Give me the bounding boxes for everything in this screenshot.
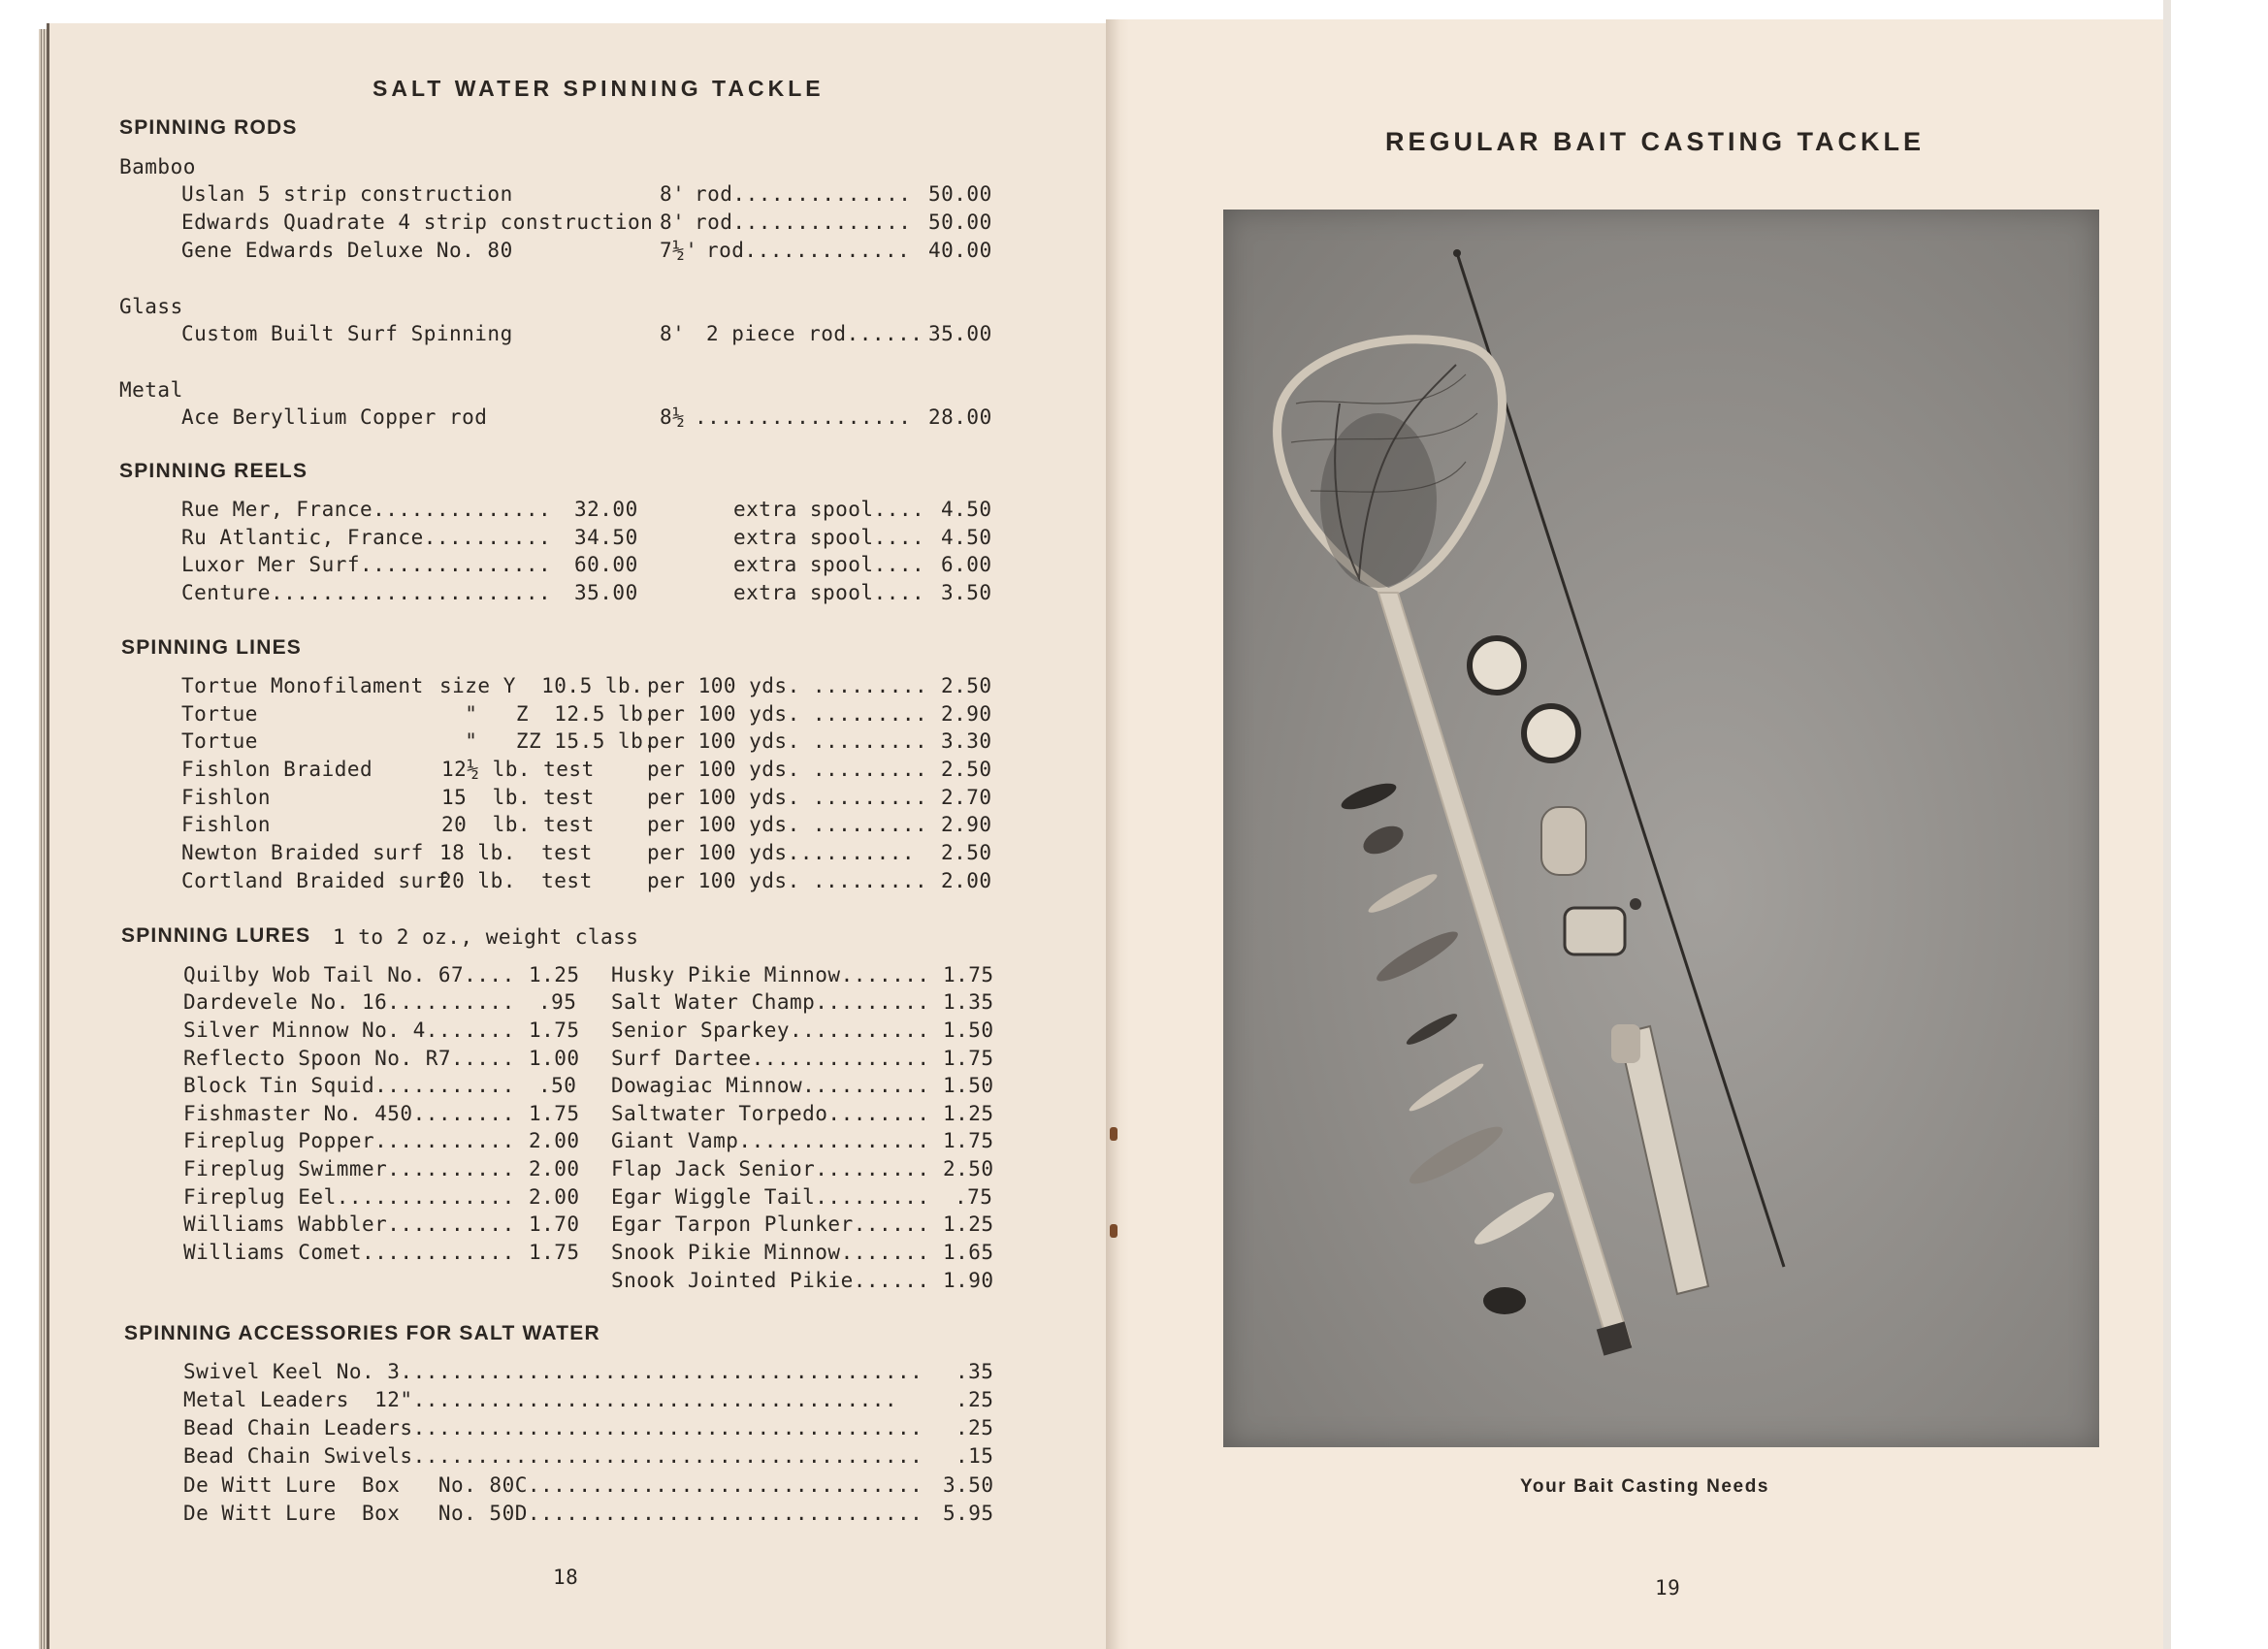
lure-name: Flap Jack Senior......... bbox=[611, 1157, 930, 1180]
rod-size: 8' bbox=[660, 322, 686, 345]
lure-name: Quilby Wob Tail No. 67.... bbox=[183, 963, 515, 986]
line-spec: 18 lb. test bbox=[439, 841, 593, 864]
photo-caption: Your Bait Casting Needs bbox=[1520, 1476, 1770, 1497]
rod-price: 40.00 bbox=[928, 239, 992, 262]
lure-price: 2.00 bbox=[529, 1185, 580, 1209]
lure-price: 1.75 bbox=[529, 1102, 580, 1125]
lure bbox=[1407, 1059, 1487, 1116]
rod-name: Gene Edwards Deluxe No. 80 bbox=[181, 239, 513, 262]
accessory-name: Metal Leaders 12"...................................... bbox=[183, 1388, 898, 1411]
line-name: Tortue Monofilament bbox=[181, 674, 424, 697]
right-page-title: REGULAR BAIT CASTING TACKLE bbox=[1385, 127, 1925, 156]
lure bbox=[1365, 869, 1440, 918]
lure-name: Fireplug Popper........... bbox=[183, 1129, 515, 1152]
lure-name: Fireplug Swimmer.......... bbox=[183, 1157, 515, 1180]
rod-price: 35.00 bbox=[928, 322, 992, 345]
rod-name: Edwards Quadrate 4 strip construction bbox=[181, 210, 654, 234]
lure bbox=[1404, 1010, 1460, 1049]
reel-name: Centure...................... bbox=[181, 581, 552, 604]
lure-name: Fireplug Eel.............. bbox=[183, 1185, 515, 1209]
lure-name: Reflecto Spoon No. R7..... bbox=[183, 1047, 515, 1070]
lures-heading: SPINNING LURES bbox=[121, 924, 311, 947]
rod-handle bbox=[1619, 1026, 1708, 1294]
line-per: per 100 yds. ......... bbox=[647, 674, 928, 697]
rods-group-metal: Metal bbox=[119, 378, 183, 402]
lure-name: Saltwater Torpedo........ bbox=[611, 1102, 930, 1125]
lure bbox=[1470, 1185, 1559, 1251]
rod-tip bbox=[1453, 249, 1461, 257]
lure-price: 1.65 bbox=[943, 1241, 994, 1264]
line-name: Tortue bbox=[181, 702, 258, 726]
rod-desc: rod.............. bbox=[695, 210, 912, 234]
lure-price: 1.25 bbox=[943, 1102, 994, 1125]
accessory-name: De Witt Lure Box No. 80C............................... bbox=[183, 1473, 923, 1497]
line-per: per 100 yds. ......... bbox=[647, 813, 928, 836]
lure-price: 1.50 bbox=[943, 1074, 994, 1097]
accessory-price: .35 bbox=[956, 1360, 994, 1383]
line-per: per 100 yds.......... bbox=[647, 841, 916, 864]
line-per: per 100 yds. ......... bbox=[647, 729, 928, 753]
reel-extra-price: 3.50 bbox=[941, 581, 992, 604]
accessory-name: De Witt Lure Box No. 50D............................... bbox=[183, 1502, 923, 1525]
line-name: Fishlon bbox=[181, 786, 272, 809]
lure-price: 1.25 bbox=[943, 1212, 994, 1236]
rod-desc: ................. bbox=[695, 405, 912, 429]
casting-reel bbox=[1565, 908, 1625, 954]
accessory-price: 5.95 bbox=[943, 1502, 994, 1525]
lure-name: Dowagiac Minnow.......... bbox=[611, 1074, 930, 1097]
lure bbox=[1404, 1118, 1507, 1192]
lure-price: 1.75 bbox=[943, 1129, 994, 1152]
reel-price: 60.00 bbox=[574, 553, 638, 576]
line-name: Cortland Braided surf bbox=[181, 869, 450, 892]
rod-price: 50.00 bbox=[928, 182, 992, 206]
lure-name: Senior Sparkey........... bbox=[611, 1018, 930, 1042]
line-price: 2.50 bbox=[941, 841, 992, 864]
lure-name: Egar Tarpon Plunker...... bbox=[611, 1212, 930, 1236]
reel-name: Rue Mer, France.............. bbox=[181, 498, 552, 521]
accessory-name: Bead Chain Swivels........................................ bbox=[183, 1444, 923, 1468]
line-spec: 15 lb. test bbox=[441, 786, 595, 809]
rod-size: 7½' bbox=[660, 239, 698, 262]
line-name: Fishlon bbox=[181, 813, 272, 836]
reel-extra: extra spool.... bbox=[733, 498, 925, 521]
lure-name: Surf Dartee.............. bbox=[611, 1047, 930, 1070]
lure bbox=[1372, 924, 1462, 987]
rod-price: 28.00 bbox=[928, 405, 992, 429]
lure-price: 1.90 bbox=[943, 1269, 994, 1292]
line-price: 2.50 bbox=[941, 758, 992, 781]
reel-name: Luxor Mer Surf............... bbox=[181, 553, 552, 576]
lure-price: .75 bbox=[955, 1185, 993, 1209]
lure-price: 1.75 bbox=[529, 1018, 580, 1042]
reel-extra: extra spool.... bbox=[733, 553, 925, 576]
line-spec: " Z 12.5 lb. bbox=[439, 702, 657, 726]
accessory-price: .25 bbox=[956, 1416, 994, 1439]
reel-extra: extra spool.... bbox=[733, 526, 925, 549]
line-price: 2.50 bbox=[941, 674, 992, 697]
lure-name: Williams Comet............ bbox=[183, 1241, 515, 1264]
lure-name: Salt Water Champ......... bbox=[611, 990, 930, 1014]
lure-name: Giant Vamp............... bbox=[611, 1129, 930, 1152]
lure bbox=[1359, 821, 1408, 859]
lure-price: 2.00 bbox=[529, 1129, 580, 1152]
page-number-right: 19 bbox=[1655, 1576, 1681, 1600]
accessory-price: 3.50 bbox=[943, 1473, 994, 1497]
lure-name: Snook Jointed Pikie...... bbox=[611, 1269, 930, 1292]
net-mesh bbox=[1320, 413, 1437, 588]
rods-group-bamboo: Bamboo bbox=[119, 155, 196, 178]
rod-name: Uslan 5 strip construction bbox=[181, 182, 513, 206]
lure-price: 1.70 bbox=[529, 1212, 580, 1236]
accessory-price: .25 bbox=[956, 1388, 994, 1411]
staple-top bbox=[1110, 1127, 1118, 1141]
rod-name: Custom Built Surf Spinning bbox=[181, 322, 513, 345]
rod-size: 8' bbox=[660, 210, 686, 234]
scan-edge bbox=[2163, 0, 2171, 1649]
line-price: 2.90 bbox=[941, 813, 992, 836]
line-per: per 100 yds. ......... bbox=[647, 786, 928, 809]
rod-size: 8½ bbox=[660, 405, 686, 429]
lure-price: 1.50 bbox=[943, 1018, 994, 1042]
reel-name: Ru Atlantic, France.......... bbox=[181, 526, 552, 549]
rod-desc: 2 piece rod...... bbox=[706, 322, 923, 345]
tackle-photo bbox=[1223, 210, 2099, 1447]
lure-price: 1.75 bbox=[943, 963, 994, 986]
lure-price: 2.00 bbox=[529, 1157, 580, 1180]
page-number-left: 18 bbox=[553, 1566, 579, 1589]
lure-price: 1.75 bbox=[529, 1241, 580, 1264]
line-per: per 100 yds. ......... bbox=[647, 869, 928, 892]
rod-desc: rod............. bbox=[706, 239, 911, 262]
lure-name: Husky Pikie Minnow....... bbox=[611, 963, 930, 986]
reel-price: 34.50 bbox=[574, 526, 638, 549]
lure-name: Block Tin Squid........... bbox=[183, 1074, 515, 1097]
reel-extra-price: 4.50 bbox=[941, 526, 992, 549]
lures-subheading: 1 to 2 oz., weight class bbox=[333, 925, 639, 949]
lure-price: 1.35 bbox=[943, 990, 994, 1014]
rods-group-glass: Glass bbox=[119, 295, 183, 318]
lure-price: 1.00 bbox=[529, 1047, 580, 1070]
lure-price: .95 bbox=[538, 990, 577, 1014]
left-page-title: SALT WATER SPINNING TACKLE bbox=[373, 76, 825, 101]
lure-price: 1.75 bbox=[943, 1047, 994, 1070]
line-name: Tortue bbox=[181, 729, 258, 753]
rods-heading: SPINNING RODS bbox=[119, 116, 298, 139]
line-per: per 100 yds. ......... bbox=[647, 758, 928, 781]
reel-extra: extra spool.... bbox=[733, 581, 925, 604]
accessories-heading: SPINNING ACCESSORIES FOR SALT WATER bbox=[124, 1322, 600, 1344]
accessory-price: .15 bbox=[956, 1444, 994, 1468]
rod-price: 50.00 bbox=[928, 210, 992, 234]
accessory-name: Bead Chain Leaders........................................ bbox=[183, 1416, 923, 1439]
line-spec: 20 lb. test bbox=[439, 869, 593, 892]
reel-price: 32.00 bbox=[574, 498, 638, 521]
line-spec: size Y 10.5 lb. bbox=[439, 674, 644, 697]
lure-name: Silver Minnow No. 4....... bbox=[183, 1018, 515, 1042]
line-price: 2.90 bbox=[941, 702, 992, 726]
rod-size: 8' bbox=[660, 182, 686, 206]
lure-price: .50 bbox=[538, 1074, 577, 1097]
line-spool-clear bbox=[1541, 807, 1586, 875]
lure-price: 1.25 bbox=[529, 963, 580, 986]
lure-name: Dardevele No. 16.......... bbox=[183, 990, 515, 1014]
lure-price: 2.50 bbox=[943, 1157, 994, 1180]
book-gutter bbox=[1106, 19, 1129, 1649]
line-spec: " ZZ 15.5 lb. bbox=[439, 729, 657, 753]
lure-name: Snook Pikie Minnow....... bbox=[611, 1241, 930, 1264]
reels-heading: SPINNING REELS bbox=[119, 460, 308, 482]
line-spec: 20 lb. test bbox=[441, 813, 595, 836]
line-price: 3.30 bbox=[941, 729, 992, 753]
line-spool bbox=[1524, 706, 1578, 760]
line-name: Newton Braided surf bbox=[181, 841, 424, 864]
lure-name: Egar Wiggle Tail......... bbox=[611, 1185, 930, 1209]
line-price: 2.70 bbox=[941, 786, 992, 809]
line-price: 2.00 bbox=[941, 869, 992, 892]
reel-price: 35.00 bbox=[574, 581, 638, 604]
lines-heading: SPINNING LINES bbox=[121, 636, 302, 659]
reel-extra-price: 4.50 bbox=[941, 498, 992, 521]
lure bbox=[1483, 1287, 1526, 1314]
line-per: per 100 yds. ......... bbox=[647, 702, 928, 726]
line-name: Fishlon Braided bbox=[181, 758, 373, 781]
reel-extra-price: 6.00 bbox=[941, 553, 992, 576]
rod-name: Ace Beryllium Copper rod bbox=[181, 405, 488, 429]
line-spec: 12½ lb. test bbox=[441, 758, 595, 781]
lure-name: Fishmaster No. 450........ bbox=[183, 1102, 515, 1125]
accessory-name: Swivel Keel No. 3......................................... bbox=[183, 1360, 923, 1383]
lure bbox=[1339, 778, 1400, 814]
line-spool bbox=[1470, 638, 1524, 693]
rod-desc: rod.............. bbox=[695, 182, 912, 206]
lure-name: Williams Wabbler.......... bbox=[183, 1212, 515, 1236]
staple-bottom bbox=[1110, 1224, 1118, 1238]
